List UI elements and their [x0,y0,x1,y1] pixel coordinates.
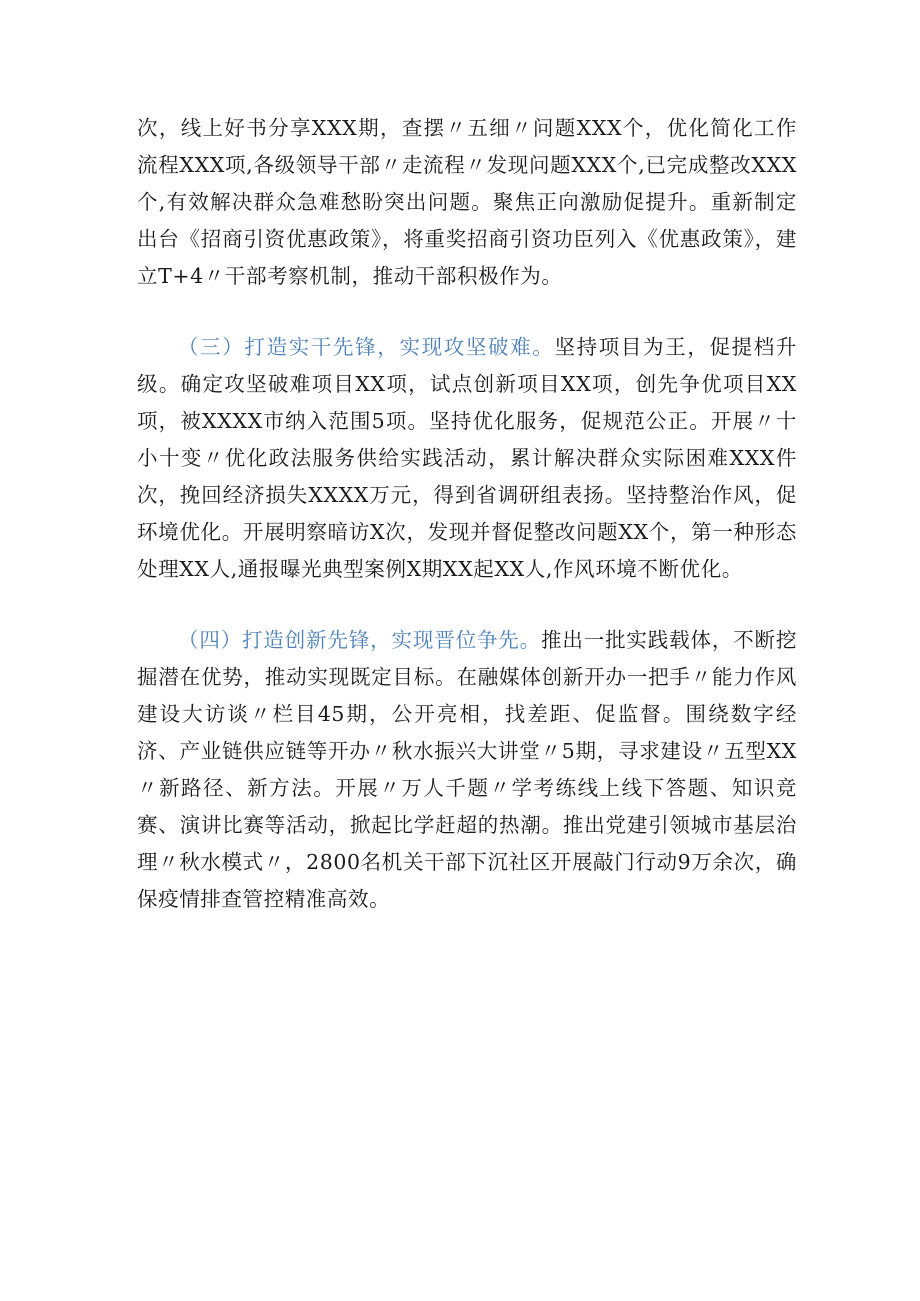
paragraph-body: 坚持项目为王，促提档升级。确定攻坚破难项目XX项，试点创新项目XX项，创先争优项目XX项，被XXXX市纳入范围5项。坚持优化服务，促规范公正。开展〃十小十变〃优化政法服务供给实践活动，累计解决群众实际困难XXX件次，挽回经济损失XXXX万元，得到省调研组表扬。坚持整治作风，促环境优化。开展明察暗访X次，发现并督促整改问题XX个，第一种形态处理XX人,通报曝光典型案例X期XX起XX人,作风环境不断优化。 [137,335,797,581]
paragraph-body: 推出一批实践载体，不断挖掘潜在优势，推动实现既定目标。在融媒体创新开办一把手〃能力作风建设大访谈〃栏目45期，公开亮相，找差距、促监督。围绕数字经济、产业链供应链等开办〃秋水振兴大讲堂〃5期，寻求建设〃五型XX〃新路径、新方法。开展〃万人千题〃学考练线上线下答题、知识竞赛、演讲比赛等活动，掀起比学赶超的热潮。推出党建引领城市基层治理〃秋水模式〃，2800名机关干部下沉社区开展敲门行动9万余次，确保疫情排查管控精准高效。 [137,628,798,911]
paragraph-section-three [137,329,797,588]
paragraph-body: 次，线上好书分享XXX期，查摆〃五细〃问题XXX个，优化简化工作流程XXX项,各级领导干部〃走流程〃发现问题XXX个,已完成整改XXX个,有效解决群众急难愁盼突出问题。聚焦正向激励促提升。重新制定出台《招商引资优惠政策》，将重奖招商引资功臣列入《优惠政策》，建立T+4〃干部考察机制，推动干部积极作为。 [137,116,797,288]
paragraph-section-four [137,622,797,918]
paragraph-continuation [137,110,797,295]
document-body [137,110,797,952]
section-heading-four: （四）打造创新先锋，实现晋位争先。 [178,628,542,652]
section-heading-three: （三）打造实干先锋，实现攻坚破难。 [178,335,555,359]
